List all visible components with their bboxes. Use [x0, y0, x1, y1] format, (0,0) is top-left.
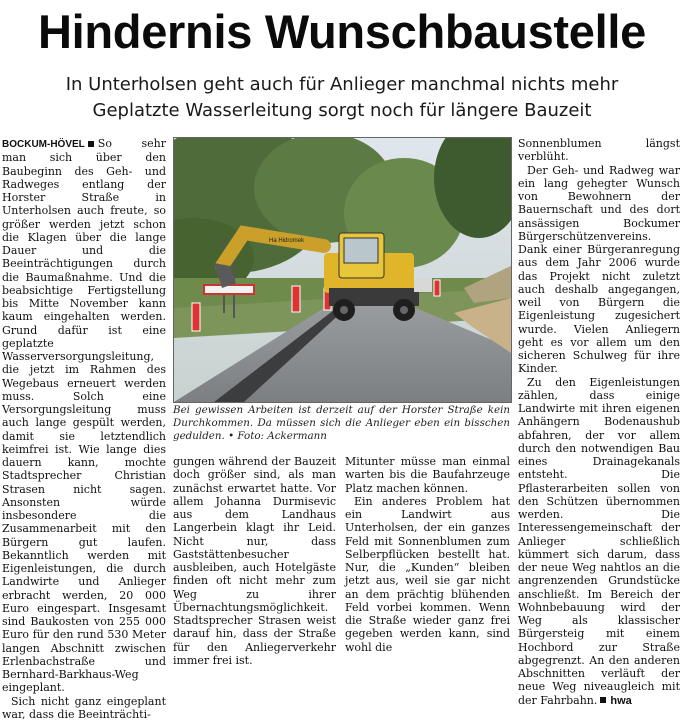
excavator-construction-photo-icon: [174, 138, 511, 402]
headline: Hindernis Wunschbaustelle: [0, 2, 684, 62]
paragraph: [518, 376, 680, 708]
paragraph: gungen während der Bauzeit doch größer sind, als man zunächst erwartet hatte. Vor allem Johanna Durmisevic aus dem Landhaus Langerbein klagt ihr Leid. Nicht nur, dass Gaststättenbesucher ausbleiben, auch Hotelgäste finden oft nicht mehr zum Weg zu ihrer Übernachtungsmöglichkeit. Stadtsprecher Strasen weist darauf hin, dass der Straße für den Anliegerverkehr immer frei ist.: [173, 455, 336, 667]
article-column-1: [2, 137, 166, 721]
article-column-3: [345, 455, 510, 654]
paragraph: Der Geh- und Radweg war ein lang gehegter Wunsch von Bewohnern der Bauernschaft und des dort ansässigen Bockumer Bürgerschützenvereins. Dank einer Bürgeranregung aus dem Jahr 2006 wurde das Projekt nicht zuletzt auch deshalb angegangen, weil von Bürgern die Eigenleistung zugesichert wurde. Vielen Anliegern geht es vor allem um den sicheren Schulweg für ihre Kinder.: [518, 164, 680, 376]
subheadline-2: Geplatzte Wasserleitung sorgt noch für längere Bauzeit: [0, 98, 684, 124]
photo-caption: Bei gewissen Arbeiten ist derzeit auf der Horster Straße kein Durchkommen. Da müssen sich die Anlieger eben ein bisschen gedulden. • Foto: Ackermann: [173, 404, 510, 444]
square-bullet-icon: [88, 141, 94, 147]
paragraph: Mitunter müsse man einmal warten bis die Baufahrzeuge Platz machen können.: [345, 455, 510, 495]
article-column-2: [173, 455, 336, 667]
article-column-4: [518, 137, 680, 708]
dateline: BOCKUM-HÖVEL: [2, 139, 85, 150]
machine-brand-label: Ha Hidromek: [269, 238, 305, 244]
paragraph: Ein anderes Problem hat ein Landwirt aus Unterholsen, der ein ganzes Feld mit Sonnenblumen zum Selberpflücken bestellt hat. Nur, die „Kunden“ bleiben jetzt aus, weil sie gar nicht an dem prächtig blühenden Feld vorbei kommen. Wenn die Straße wieder ganz frei gegeben werden kann, sind wohl die: [345, 495, 510, 654]
square-bullet-icon: [600, 697, 606, 703]
paragraph: Sonnenblumen längst verblüht.: [518, 137, 680, 164]
paragraph-text: So sehr man sich über den Baubeginn des Geh- und Radweges entlang der Horster Straße in Unterholsen auch freute, so größer werden jetzt schon die Klagen über die lange Dauer und die Beeinträchtigungen durch die Baumaßnahme. Und die beabsichtige Fertigstellung bis Mitte November kann kaum eingehalten werden. Grund dafür ist eine geplatzte Wasserversorgungsleitung, die jetzt im Rahmen des Wegebaus erneuert werden muss. Solch eine Versorgungsleitung muss auch lange gespült werden, damit sie letztendlich keimfrei ist. Wie lange dies dauern kann, mochte Stadtsprecher Christian Strasen nicht sagen. Ansonsten würde insbesondere die Zusammenarbeit mit den Bürgern gut laufen. Bekanntlich werden mit Eigenleistungen, die durch Landwirte und Anlieger erbracht werden, 20 000 Euro eingespart. Insgesamt sind Baukosten von 255 000 Euro für den rund 530 Meter langen Abschnitt zwischen Erlenbachstraße und Bernhard-Barkhaus-Weg eingeplant.: [2, 137, 166, 694]
author-signature: hwa: [610, 695, 631, 707]
paragraph-text: Zu den Eigenleistungen zählen, dass einige Landwirte mit ihren eigenen Anhängern Bodenaushub abfahren, der vor allem durch den notwendigen Bau eines Drainagekanals entsteht. Die Pflasterarbeiten sollen von den Schützen übernommen werden. Die Interessengemeinschaft der Anlieger schließlich kümmert sich darum, dass der neue Weg nahtlos an die angrenzenden Grundstücke anschließt. Im Bereich der Wohnbebauung wird der Weg als klassischer Bürgersteig mit einem Hochbord zur Straße abgegrenzt. An den anderen Abschnitten verläuft der neue Weg niveaugleich mit der Fahrbahn.: [518, 376, 680, 707]
paragraph: [2, 137, 166, 695]
subheadline-1: In Unterholsen geht auch für Anlieger manchmal nichts mehr: [0, 72, 684, 98]
paragraph: Sich nicht ganz eingeplant war, dass die Beeinträchti-: [2, 695, 166, 721]
article-photo: [173, 137, 512, 403]
